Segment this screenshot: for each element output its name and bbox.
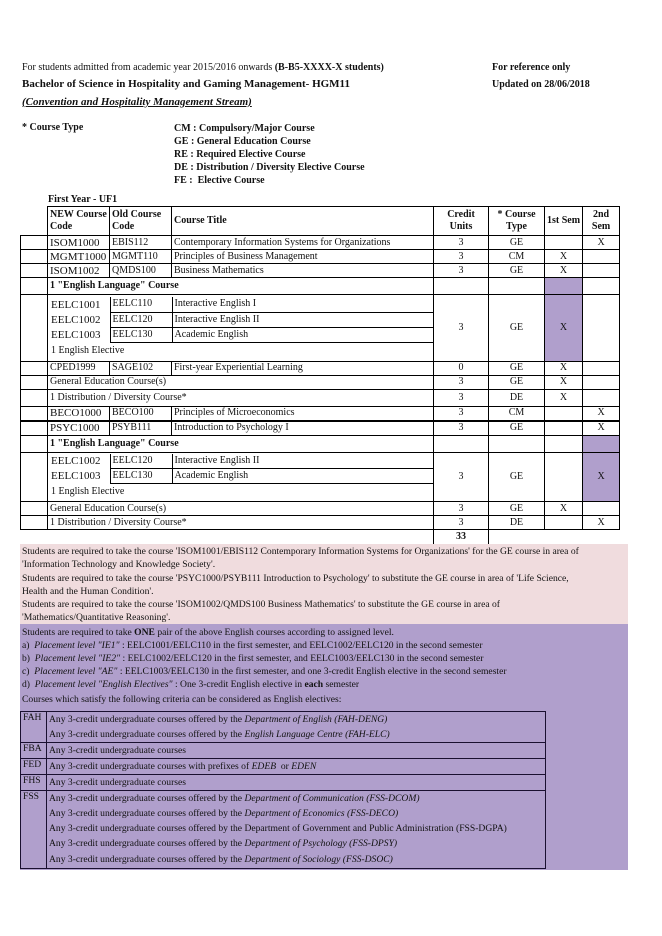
old-code: EELC130 xyxy=(110,327,172,342)
english-course xyxy=(50,454,433,469)
old-code: QMDS100 xyxy=(110,264,172,278)
table-row xyxy=(21,421,620,436)
sem2-mark: X xyxy=(583,516,620,530)
ge-row xyxy=(21,502,620,516)
sem2-mark: X xyxy=(583,421,620,436)
criteria-dept: Department of Sociology (FSS-DSOC) xyxy=(244,854,393,865)
criteria-text: or xyxy=(276,761,292,772)
criteria-line xyxy=(49,806,543,821)
prefix-edeb: EDEB xyxy=(251,761,277,772)
criteria-dept: Department of English (FAH-DENG) xyxy=(244,714,388,725)
faculty-row-fah xyxy=(21,712,546,743)
criteria-text: Any 3-credit undergraduate courses offered by the xyxy=(49,793,245,804)
course-title: Principles of Business Management xyxy=(172,250,434,264)
faculty-code: FAH xyxy=(21,712,47,743)
new-code: BECO1000 xyxy=(48,406,110,421)
stream-title: (Convention and Hospitality Management Stream) xyxy=(22,96,252,108)
gutter-cell xyxy=(21,516,48,530)
english-intro xyxy=(22,626,626,639)
course-title: Principles of Microeconomics xyxy=(172,406,434,421)
level-text: : EELC1002/EELC120 in the first semester, and EELC1003/EELC130 in the second semester xyxy=(120,653,484,664)
placement-level-b xyxy=(22,652,626,665)
level-prefix: d) xyxy=(22,679,35,690)
criteria-dept: Department of Psychology (FSS-DPSY) xyxy=(244,838,398,849)
criteria-dept: English Language Centre (FAH-ELC) xyxy=(244,729,390,740)
course-type: GE xyxy=(489,295,545,362)
credits: 3 xyxy=(434,250,489,264)
intro-bold: ONE xyxy=(134,627,155,638)
new-code: PSYC1000 xyxy=(48,421,110,436)
sem1-mark xyxy=(545,421,583,436)
empty-cell xyxy=(583,278,620,295)
faculty-criteria xyxy=(47,791,546,869)
gutter-cell xyxy=(21,278,48,295)
sem2-mark: X xyxy=(583,452,620,502)
table-row xyxy=(21,264,620,278)
course-type: GE xyxy=(489,375,545,389)
placement-level-d xyxy=(22,678,626,691)
course-title: Business Mathematics xyxy=(172,264,434,278)
criteria-line xyxy=(49,727,543,742)
sem2-mark xyxy=(583,295,620,362)
credits: 3 xyxy=(434,236,489,250)
english-elective-criteria-table xyxy=(20,711,546,869)
admit-line-text: For students admitted from academic year 2015/2016 onwards xyxy=(22,62,275,73)
empty-cell xyxy=(48,530,434,545)
sem1-mark xyxy=(545,236,583,250)
old-code: EELC120 xyxy=(110,312,172,327)
empty-cell xyxy=(489,435,545,452)
de-label: 1 Distribution / Diversity Course* xyxy=(48,389,434,406)
level-name: Placement level "AE" xyxy=(34,666,118,677)
english-block xyxy=(21,452,620,502)
english-requirement-notes xyxy=(20,624,628,870)
year-label: First Year - UF1 xyxy=(48,194,118,205)
faculty-code: FSS xyxy=(21,791,47,869)
sem2-mark xyxy=(583,375,620,389)
criteria-line xyxy=(49,712,543,727)
gutter-cell xyxy=(21,375,48,389)
course-table xyxy=(20,206,620,545)
english-course xyxy=(50,297,433,312)
placement-level-c xyxy=(22,665,626,678)
english-heading: 1 "English Language" Course xyxy=(48,278,434,295)
criteria-line xyxy=(49,791,543,806)
header-credits: Credit Units xyxy=(434,207,489,236)
sem1-mark xyxy=(545,406,583,421)
sem1-mark: X xyxy=(545,502,583,516)
gutter-cell xyxy=(21,502,48,516)
criteria-text: Any 3-credit undergraduate courses offered by the xyxy=(49,714,245,725)
header-new-code: NEW Course Code xyxy=(48,207,110,236)
english-course-list xyxy=(50,297,433,359)
legend-ge: GE : General Education Course xyxy=(174,136,311,147)
criteria-text: Any 3-credit undergraduate courses offered by the xyxy=(49,854,245,865)
course-title: Interactive English II xyxy=(172,454,433,469)
course-title: First-year Experiential Learning xyxy=(172,361,434,375)
english-elective-row xyxy=(50,342,433,359)
updated-date: Updated on 28/06/2018 xyxy=(492,79,590,90)
faculty-row-fba xyxy=(21,743,546,759)
course-type: GE xyxy=(489,236,545,250)
gutter-cell xyxy=(21,435,48,452)
criteria-text: Any 3-credit undergraduate courses with prefixes of xyxy=(49,761,252,772)
faculty-criteria xyxy=(47,712,546,743)
total-credits: 33 xyxy=(434,530,489,545)
de-label: 1 Distribution / Diversity Course* xyxy=(48,516,434,530)
faculty-criteria xyxy=(47,759,546,775)
de-row xyxy=(21,516,620,530)
sem1-mark: X xyxy=(545,264,583,278)
admit-line xyxy=(22,62,384,73)
faculty-criteria xyxy=(47,743,546,759)
new-code: EELC1002 xyxy=(51,313,101,326)
gutter-cell xyxy=(21,389,48,406)
faculty-row-fed xyxy=(21,759,546,775)
table-row xyxy=(21,250,620,264)
old-code: EELC120 xyxy=(110,454,172,469)
old-code: BECO100 xyxy=(110,406,172,421)
english-course-list xyxy=(50,454,433,501)
total-row xyxy=(21,530,620,545)
criteria-line xyxy=(49,851,543,868)
sem2-mark xyxy=(583,389,620,406)
credits: 0 xyxy=(434,361,489,375)
gutter-cell xyxy=(21,452,48,502)
new-code: CPED1999 xyxy=(48,361,110,375)
credits: 3 xyxy=(434,264,489,278)
course-type-legend xyxy=(174,122,365,187)
note-line: Health and the Human Condition'. xyxy=(22,585,154,597)
english-heading-row xyxy=(21,435,620,452)
header-type: * Course Type xyxy=(489,207,545,236)
table-row xyxy=(21,236,620,250)
credits: 3 xyxy=(434,406,489,421)
course-type: GE xyxy=(489,502,545,516)
english-course xyxy=(50,327,433,342)
highlight-cell xyxy=(545,278,583,295)
english-block xyxy=(21,295,620,362)
sem2-mark: X xyxy=(583,236,620,250)
new-code: ISOM1000 xyxy=(48,236,110,250)
level-prefix: a) xyxy=(22,640,35,651)
level-text: : EELC1003/EELC130 in the first semester, and one 3-credit English elective in the second semester xyxy=(117,666,507,677)
criteria-line xyxy=(49,759,543,774)
sem2-mark xyxy=(583,502,620,516)
reference-note: For reference only xyxy=(492,62,571,73)
header-title: Course Title xyxy=(172,207,434,236)
note-line: Students are required to take the course 'ISOM1001/EBIS112 Contemporary Information Systems for Organizations' for the GE course in area of xyxy=(22,546,579,557)
level-name: Placement level "IE1" xyxy=(34,640,120,651)
ge-row xyxy=(21,375,620,389)
header-sem1: 1st Sem xyxy=(545,207,583,236)
level-bold: each xyxy=(304,679,324,690)
course-title: Contemporary Information Systems for Organizations xyxy=(172,236,434,250)
sem2-mark xyxy=(583,264,620,278)
sem1-mark: X xyxy=(545,361,583,375)
empty-cell xyxy=(21,530,48,545)
course-type: GE xyxy=(489,361,545,375)
old-code: EELC130 xyxy=(110,469,172,484)
note-line: 'Information Technology and Knowledge Society'. xyxy=(22,559,216,571)
gutter-cell xyxy=(21,361,48,375)
legend-de: DE : Distribution / Diversity Elective Course xyxy=(174,162,365,173)
empty-cell xyxy=(489,530,620,545)
programme-title: Bachelor of Science in Hospitality and Gaming Management- HGM11 xyxy=(22,78,350,90)
english-course xyxy=(50,312,433,327)
note-line: Students are required to take the course 'ISOM1002/QMDS100 Business Mathematics' to substitute the GE course in area of xyxy=(22,599,500,611)
criteria-dept: Department of Communication (FSS-DCOM) xyxy=(244,793,420,804)
english-heading: 1 "English Language" Course xyxy=(48,435,434,452)
credits: 3 xyxy=(434,295,489,362)
legend-fe: FE : Elective Course xyxy=(174,175,265,186)
gutter-cell xyxy=(21,250,48,264)
old-code: EBIS112 xyxy=(110,236,172,250)
criteria-line xyxy=(49,836,543,851)
new-code: EELC1003 xyxy=(51,328,101,341)
gutter-cell xyxy=(21,406,48,421)
level-text: : One 3-credit English elective in xyxy=(172,679,305,690)
sem1-mark xyxy=(545,516,583,530)
course-type: GE xyxy=(489,421,545,436)
criteria-line: Any 3-credit undergraduate courses xyxy=(49,777,187,788)
gutter-cell xyxy=(21,295,48,362)
course-type: DE xyxy=(489,389,545,406)
course-type: CM xyxy=(489,406,545,421)
credits: 3 xyxy=(434,452,489,502)
old-code: EELC110 xyxy=(110,297,172,312)
sem1-mark: X xyxy=(545,375,583,389)
faculty-code: FHS xyxy=(21,775,47,791)
criteria-text: Any 3-credit undergraduate courses offered by the xyxy=(49,729,245,740)
course-type: GE xyxy=(489,452,545,502)
criteria-dept: Department of Economics (FSS-DECO) xyxy=(244,808,399,819)
ge-label: General Education Course(s) xyxy=(48,502,434,516)
level-text: semester xyxy=(323,679,360,690)
table-row xyxy=(21,361,620,375)
criteria-text: Any 3-credit undergraduate courses offered by the Department of Government and Public Administration (FSS-DGPA) xyxy=(49,823,507,834)
empty-cell xyxy=(434,435,489,452)
criteria-line xyxy=(49,821,543,836)
level-name: Placement level "IE2" xyxy=(34,653,121,664)
ge-substitution-notes xyxy=(20,544,628,624)
gutter-cell xyxy=(21,264,48,278)
intro-text: Students are required to take xyxy=(22,627,135,638)
level-prefix: c) xyxy=(22,666,35,677)
old-code: PSYB111 xyxy=(110,421,172,436)
course-title: Interactive English I xyxy=(172,297,433,312)
old-code: MGMT110 xyxy=(110,250,172,264)
sem1-mark: X xyxy=(545,250,583,264)
criteria-text: Any 3-credit undergraduate courses offered by the xyxy=(49,808,245,819)
level-text: : EELC1001/EELC110 in the first semester, and EELC1002/EELC120 in the second semester xyxy=(119,640,483,651)
table-row xyxy=(21,406,620,421)
course-type-label: * Course Type xyxy=(22,122,84,133)
new-code: EELC1003 xyxy=(51,470,101,482)
sem1-mark xyxy=(545,452,583,502)
course-title: Introduction to Psychology I xyxy=(172,421,434,436)
sem2-mark xyxy=(583,250,620,264)
criteria-line: Any 3-credit undergraduate courses xyxy=(49,745,187,756)
criteria-text: Any 3-credit undergraduate courses offered by the xyxy=(49,838,245,849)
header-old-code: Old Course Code xyxy=(110,207,172,236)
legend-re: RE : Required Elective Course xyxy=(174,149,306,160)
faculty-code: FBA xyxy=(21,743,47,759)
gutter-cell xyxy=(21,421,48,436)
credits: 3 xyxy=(434,389,489,406)
english-options xyxy=(48,295,434,362)
credits: 3 xyxy=(434,375,489,389)
placement-level-a xyxy=(22,639,626,652)
credits: 3 xyxy=(434,421,489,436)
sem1-mark: X xyxy=(545,295,583,362)
highlight-cell xyxy=(583,435,620,452)
faculty-code: FED xyxy=(21,759,47,775)
empty-cell xyxy=(489,278,545,295)
faculty-criteria xyxy=(47,775,546,791)
english-elective-row xyxy=(50,484,433,501)
gutter-cell xyxy=(21,236,48,250)
note-line: Students are required to take the course 'PSYC1000/PSYB111 Introduction to Psychology' to substitute the GE course in area of 'Life Science, xyxy=(22,572,569,584)
course-title: Academic English xyxy=(172,469,433,484)
course-type: GE xyxy=(489,264,545,278)
course-type: CM xyxy=(489,250,545,264)
legend-cm: CM : Compulsory/Major Course xyxy=(174,123,315,134)
level-name: Placement level "English Electives" xyxy=(34,679,173,690)
english-elective: 1 English Elective xyxy=(51,486,125,497)
note-line: 'Mathematics/Quantitative Reasoning'. xyxy=(22,612,171,624)
empty-cell xyxy=(545,435,583,452)
intro-text: pair of the above English courses according to assigned level. xyxy=(154,627,394,638)
table-header-row xyxy=(21,207,620,236)
english-course xyxy=(50,469,433,484)
sem2-mark: X xyxy=(583,406,620,421)
old-code: SAGE102 xyxy=(110,361,172,375)
ge-label: General Education Course(s) xyxy=(48,375,434,389)
gutter-cell xyxy=(21,207,48,236)
sem1-mark: X xyxy=(545,389,583,406)
header-sem2: 2nd Sem xyxy=(583,207,620,236)
level-prefix: b) xyxy=(22,653,35,664)
empty-cell xyxy=(434,278,489,295)
credits: 3 xyxy=(434,502,489,516)
criteria-line: Courses which satisfy the following criteria can be considered as English electives: xyxy=(22,694,342,705)
english-elective: 1 English Elective xyxy=(51,344,125,356)
credits: 3 xyxy=(434,516,489,530)
admit-line-code: (B-B5-XXXX-X students) xyxy=(274,62,384,73)
de-row xyxy=(21,389,620,406)
new-code: MGMT1000 xyxy=(48,250,110,264)
new-code: ISOM1002 xyxy=(48,264,110,278)
english-heading-row xyxy=(21,278,620,295)
new-code: EELC1002 xyxy=(51,455,101,467)
new-code: EELC1001 xyxy=(51,298,101,311)
faculty-row-fhs xyxy=(21,775,546,791)
sem2-mark xyxy=(583,361,620,375)
faculty-row-fss xyxy=(21,791,546,869)
course-type: DE xyxy=(489,516,545,530)
course-title: Academic English xyxy=(172,327,433,342)
english-options xyxy=(48,452,434,502)
prefix-eden: EDEN xyxy=(291,761,317,772)
course-title: Interactive English II xyxy=(172,312,433,327)
